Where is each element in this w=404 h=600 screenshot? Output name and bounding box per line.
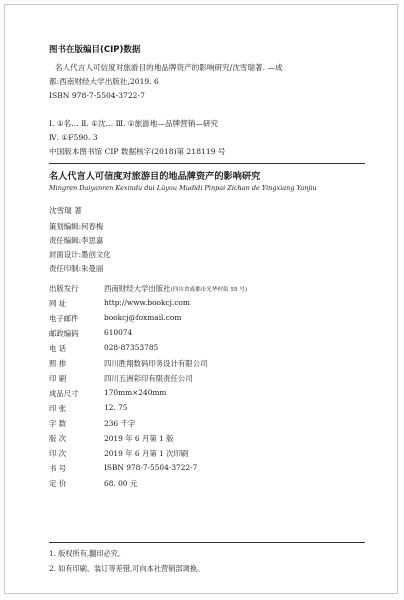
pub-row-label: 定 价 xyxy=(49,479,67,488)
pub-row-label: 电 话 xyxy=(49,344,67,353)
pub-row-label: 版 次 xyxy=(49,434,67,443)
pub-row-value: 2019 年 6 月第 1 版 xyxy=(104,434,174,443)
pub-row-value: ISBN 978-7-5504-3722-7 xyxy=(104,463,198,472)
pub-row-label: 印 刷 xyxy=(49,374,67,383)
pub-row-label: 印 次 xyxy=(49,449,67,458)
staff-responsible-editor: 责任编辑:李思嘉 xyxy=(49,236,104,245)
pub-row-value: http://www.bookcj.com xyxy=(104,298,190,307)
pub-row-label: 网 址 xyxy=(49,299,67,308)
cip-subject: Ⅰ. ①名… Ⅱ. ①沈… Ⅲ. ①旅游地—品牌营销—研究 xyxy=(49,119,219,128)
book-title: 名人代言人可信度对旅游目的地品牌资产的影响研究 xyxy=(49,171,261,182)
pub-row-value: 四川五洲彩印有限责任公司 xyxy=(104,374,193,383)
publisher-name: 西南财经大学出版社 xyxy=(104,284,171,293)
cip-heading: 图书在版编目(CIP)数据 xyxy=(49,45,141,55)
staff-cover-design: 封面设计:墨创文化 xyxy=(49,250,111,259)
divider-bottom xyxy=(49,542,365,543)
staff-planning-editor: 策划编辑:何春梅 xyxy=(49,222,104,231)
publisher-label: 出版发行 xyxy=(49,284,79,293)
cip-line-2: 都:西南财经大学出版社,2019. 6 xyxy=(49,77,159,86)
cip-data-number: 中国版本图书馆 CIP 数据核字(2018)第 218119 号 xyxy=(49,147,226,156)
pub-row-value: 170mm×240mm xyxy=(104,388,167,397)
cip-classification: Ⅳ. ①F590. 3 xyxy=(49,133,98,142)
publisher-address: (四川省成都市光华村街 55 号) xyxy=(170,287,248,293)
staff-print-supervisor: 责任印制:朱曼丽 xyxy=(49,264,104,273)
pub-row-label: 书 号 xyxy=(49,464,67,473)
pub-row-value: 2019 年 6 月第 1 次印刷 xyxy=(104,449,189,458)
publisher-value xyxy=(104,283,247,294)
note-copyright: 1. 版权所有,翻印必究。 xyxy=(49,549,126,558)
note-print-errors: 2. 如有印刷、装订等差错,可向本社营销部调换。 xyxy=(49,564,205,573)
pub-row-value: 610074 xyxy=(104,328,133,337)
pub-row-value: 12. 75 xyxy=(104,403,128,412)
pub-row-value: 028-87353785 xyxy=(104,343,159,352)
pub-row-label: 印 张 xyxy=(49,404,67,413)
pub-row-label: 电子邮件 xyxy=(49,314,79,323)
cip-isbn: ISBN 978-7-5504-3722-7 xyxy=(49,91,145,100)
book-author: 沈雪瑞 著 xyxy=(49,206,82,215)
pub-row-label: 邮政编码 xyxy=(49,329,79,338)
book-title-pinyin: Mingren Daiyanren Kexindu dui Lüyou Mudidi Pinpai Zichan de Yingxiang Yanjiu xyxy=(49,184,317,192)
pub-row-label: 成品尺寸 xyxy=(49,389,79,398)
pub-row-value: 236 千字 xyxy=(104,419,136,428)
pub-row-label: 字 数 xyxy=(49,419,67,428)
pub-row-value: 四川胜翔数码印务设计有限公司 xyxy=(104,359,208,368)
cip-line-1: 名人代言人可信度对旅游目的地品牌资产的影响研究/沈雪瑞著. —成 xyxy=(55,63,283,72)
divider-top xyxy=(49,163,365,164)
pub-row-label: 照 排 xyxy=(49,359,67,368)
pub-row-value: 68. 00 元 xyxy=(104,479,138,488)
pub-row-value: bookcj@foxmail.com xyxy=(104,313,182,322)
